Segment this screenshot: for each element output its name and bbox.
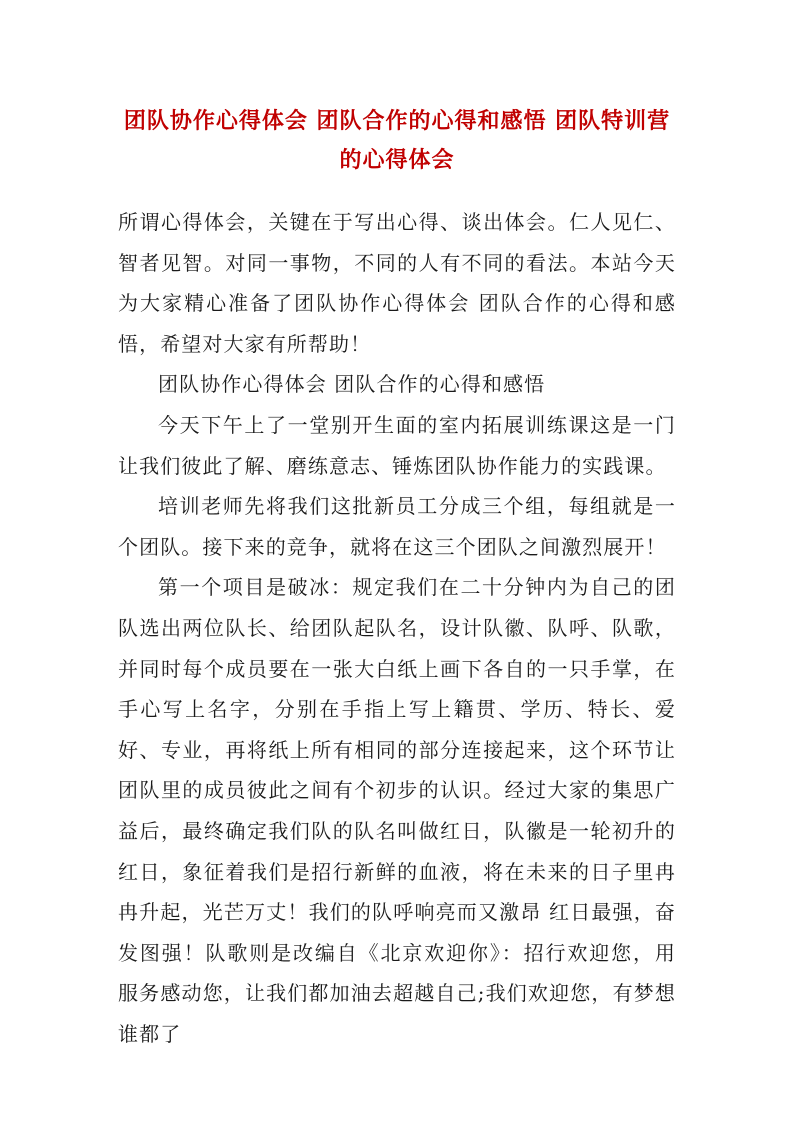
paragraph: 第一个项目是破冰：规定我们在二十分钟内为自己的团队选出两位队长、给团队起队名，设计队徽、队呼、队歌，并同时每个成员要在一张大白纸上画下各自的一只手掌，在手心写上名字，分别在手指上写上籍贯、学历、特长、爱好、专业，再将纸上所有相同的部分连接起来，这个环节让团队里的成员彼此之间有个初步的认识。经过大家的集思广益后，最终确定我们队的队名叫做红日，队徽是一轮初升的红日，象征着我们是招行新鲜的血液，将在未来的日子里冉冉升起，光芒万丈！我们的队呼响亮而又激昂 红日最强，奋发图强！队歌则是改编自《北京欢迎你》：招行欢迎您，用服务感动您，让我们都加油去超越自己;我们欢迎您，有梦想谁都了 <box>118 575 676 1046</box>
document-title: 团队协作心得体会 团队合作的心得和感悟 团队特训营的心得体会 <box>123 108 671 173</box>
paragraph-subtitle: 团队协作心得体会 团队合作的心得和感悟 <box>158 372 546 397</box>
paragraph: 培训老师先将我们这批新员工分成三个组，每组就是一个团队。接下来的竞争，就将在这三个团队之间激烈展开！ <box>118 494 676 559</box>
paragraph: 今天下午上了一堂别开生面的室内拓展训练课这是一门让我们彼此了解、磨练意志、锤炼团队协作能力的实践课。 <box>118 412 676 478</box>
document-body <box>118 202 676 1054</box>
paragraph-intro: 所谓心得体会，关键在于写出心得、谈出体会。仁人见仁、智者见智。对同一事物，不同的人有不同的看法。本站今天为大家精心准备了团队协作心得体会 团队合作的心得和感悟，希望对大家有所帮助！ <box>118 210 676 356</box>
